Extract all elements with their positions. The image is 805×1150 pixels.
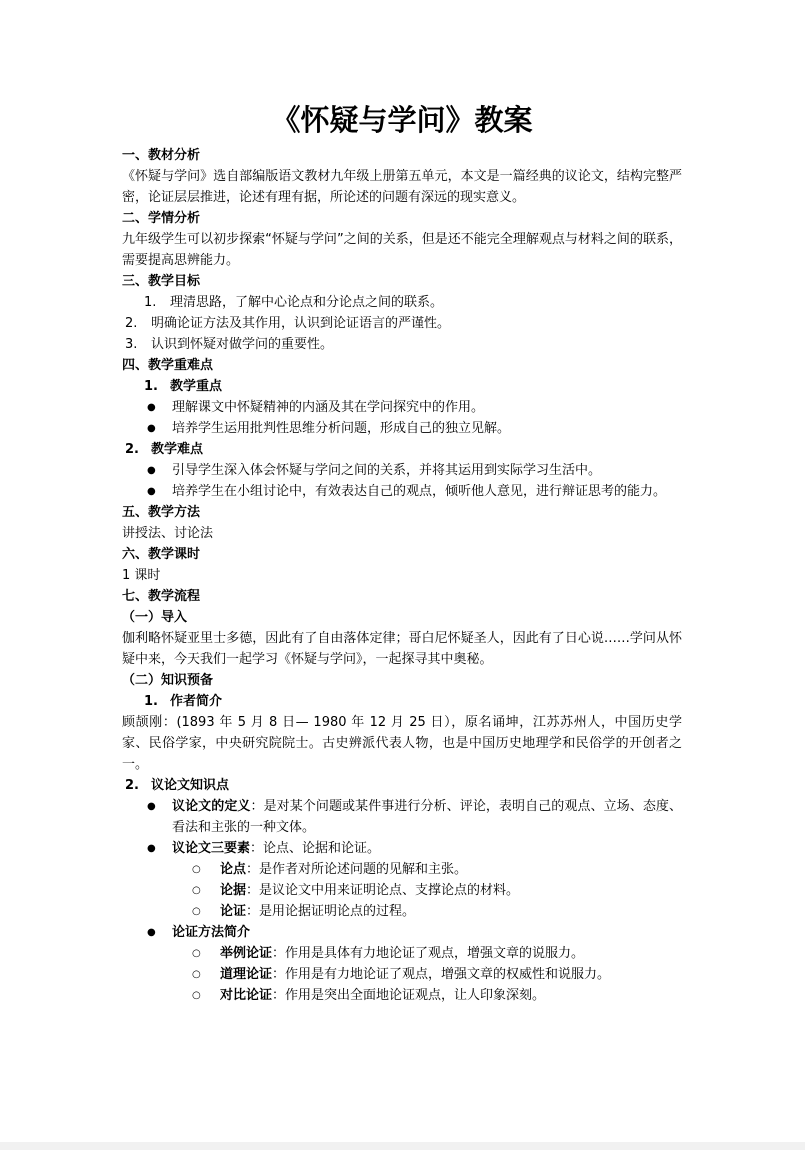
document-content bbox=[122, 100, 682, 1006]
term-desc: ：是对某个问题或某件事进行分析、评论，表明自己的观点、立场、态度、看法和主张的一种文体。 bbox=[172, 799, 682, 835]
sub-bullet-text bbox=[220, 880, 682, 901]
section-body-hours: 1 课时 bbox=[122, 568, 161, 583]
term-desc: ：论点、论据和论证。 bbox=[250, 841, 381, 856]
term: 道理论证 bbox=[220, 967, 273, 982]
section-heading-key-difficult: 四、教学重难点 bbox=[122, 358, 214, 373]
bullet-icon: ● bbox=[147, 801, 156, 812]
document-title: 《怀疑与学问》教案 bbox=[271, 103, 533, 137]
list-item bbox=[122, 313, 682, 334]
intro-body: 伽利略怀疑亚里士多德，因此有了自由落体定律；哥白尼怀疑圣人，因此有了日心说……学问从怀疑中来，今天我们一起学习《怀疑与学问》，一起探寻其中奥秘。 bbox=[122, 631, 682, 667]
subheading-author bbox=[122, 691, 682, 712]
bullet-item bbox=[147, 481, 682, 502]
bullet-item bbox=[147, 397, 682, 418]
bullet-text bbox=[172, 796, 682, 838]
term: 论证 bbox=[220, 904, 247, 919]
bullet-item bbox=[147, 460, 682, 481]
sub-bullet-text bbox=[220, 943, 682, 964]
sub-bullet-text bbox=[220, 985, 682, 1006]
bullet-icon: ● bbox=[147, 423, 156, 434]
list-number: 2. bbox=[125, 442, 139, 457]
circle-bullet-icon: ○ bbox=[192, 885, 201, 896]
sub-bullet-text bbox=[220, 859, 682, 880]
term-desc: ：是议论文中用来证明论点、支撑论点的材料。 bbox=[246, 883, 520, 898]
circle-bullet-icon: ○ bbox=[192, 906, 201, 917]
bullet-item bbox=[147, 796, 682, 838]
term: 举例论证 bbox=[220, 946, 273, 961]
subheading-key bbox=[122, 376, 682, 397]
bullet-text: 培养学生在小组讨论中，有效表达自己的观点，倾听他人意见，进行辩证思考的能力。 bbox=[172, 484, 667, 499]
sub-bullet-item bbox=[192, 859, 682, 880]
circle-bullet-icon: ○ bbox=[192, 948, 201, 959]
term: 论证方法简介 bbox=[172, 925, 251, 940]
bullet-text: 理解课文中怀疑精神的内涵及其在学问探究中的作用。 bbox=[172, 400, 485, 415]
list-item bbox=[122, 334, 682, 355]
sub-bullet-item bbox=[192, 985, 682, 1006]
circle-bullet-icon: ○ bbox=[192, 990, 201, 1001]
term: 论点 bbox=[220, 862, 247, 877]
sub-bullet-item bbox=[192, 901, 682, 922]
list-text: 明确论证方法及其作用，认识到论证语言的严谨性。 bbox=[151, 316, 451, 331]
term-desc: ：作用是突出全面地论证观点，让人印象深刻。 bbox=[272, 988, 546, 1003]
list-text: 认识到怀疑对做学问的重要性。 bbox=[151, 337, 334, 352]
sub-bullet-item bbox=[192, 964, 682, 985]
section-heading-students: 二、学情分析 bbox=[122, 211, 201, 226]
section-body-methods: 讲授法、讨论法 bbox=[122, 526, 214, 541]
list-number: 2. bbox=[125, 316, 138, 331]
term: 论据 bbox=[220, 883, 247, 898]
sub-bullet-text bbox=[220, 901, 682, 922]
circle-bullet-icon: ○ bbox=[192, 969, 201, 980]
subheading-essay bbox=[122, 775, 682, 796]
bullet-icon: ● bbox=[147, 486, 156, 497]
list-number: 2. bbox=[125, 778, 139, 793]
subheading-label: 教学重点 bbox=[170, 379, 223, 394]
bullet-item bbox=[147, 418, 682, 439]
section-heading-textbook: 一、教材分析 bbox=[122, 148, 201, 163]
circle-bullet-icon: ○ bbox=[192, 864, 201, 875]
sub-bullet-item bbox=[192, 880, 682, 901]
bullet-text: 培养学生运用批判性思维分析问题，形成自己的独立见解。 bbox=[172, 421, 511, 436]
section-body-students: 九年级学生可以初步探索“怀疑与学问”之间的关系，但是还不能完全理解观点与材料之间的联系，需要提高思辨能力。 bbox=[122, 232, 682, 268]
subheading-difficult bbox=[122, 439, 682, 460]
term: 议论文三要素 bbox=[172, 841, 251, 856]
bullet-icon: ● bbox=[147, 843, 156, 854]
list-text: 理清思路，了解中心论点和分论点之间的联系。 bbox=[170, 295, 444, 310]
term-desc: ：是用论据证明论点的过程。 bbox=[246, 904, 416, 919]
bullet-item bbox=[147, 922, 682, 943]
section-heading-process: 七、教学流程 bbox=[122, 589, 201, 604]
section-body-textbook: 《怀疑与学问》选自部编版语文教材九年级上册第五单元，本文是一篇经典的议论文，结构完整严密，论证层层推进，论述有理有据，所论述的问题有深远的现实意义。 bbox=[122, 169, 682, 205]
term-desc: ：是作者对所论述问题的见解和主张。 bbox=[246, 862, 468, 877]
sub-bullet-text bbox=[220, 964, 682, 985]
list-number: 1. bbox=[144, 295, 157, 310]
list-number: 3. bbox=[125, 337, 138, 352]
list-number: 1. bbox=[144, 379, 158, 394]
bullet-icon: ● bbox=[147, 927, 156, 938]
author-body: 顾颉刚：(1893 年 5 月 8 日— 1980 年 12 月 25 日），原名诵坤，江苏苏州人，中国历史学家、民俗学家，中央研究院院士。古史辨派代表人物，也是中国历史地理学和民俗学的开创者之一。 bbox=[122, 715, 682, 772]
subheading-label: 作者简介 bbox=[170, 694, 223, 709]
bullet-item bbox=[147, 838, 682, 859]
bullet-text: 引导学生深入体会怀疑与学问之间的关系，并将其运用到实际学习生活中。 bbox=[172, 463, 602, 478]
subheading-prep: （二）知识预备 bbox=[122, 673, 214, 688]
section-heading-goals: 三、教学目标 bbox=[122, 274, 201, 289]
list-item bbox=[122, 292, 682, 313]
section-heading-hours: 六、教学课时 bbox=[122, 547, 201, 562]
term: 议论文的定义 bbox=[172, 799, 251, 814]
sub-bullet-item bbox=[192, 943, 682, 964]
subheading-label: 教学难点 bbox=[151, 442, 204, 457]
bullet-icon: ● bbox=[147, 402, 156, 413]
term-desc: ：作用是具体有力地论证了观点，增强文章的说服力。 bbox=[272, 946, 585, 961]
bullet-text bbox=[172, 922, 682, 943]
section-heading-methods: 五、教学方法 bbox=[122, 505, 201, 520]
subheading-intro: （一）导入 bbox=[122, 610, 188, 625]
list-number: 1. bbox=[144, 694, 158, 709]
term-desc: ：作用是有力地论证了观点，增强文章的权威性和说服力。 bbox=[272, 967, 611, 982]
bullet-text bbox=[172, 838, 682, 859]
term: 对比论证 bbox=[220, 988, 273, 1003]
subheading-label: 议论文知识点 bbox=[151, 778, 230, 793]
bullet-icon: ● bbox=[147, 465, 156, 476]
